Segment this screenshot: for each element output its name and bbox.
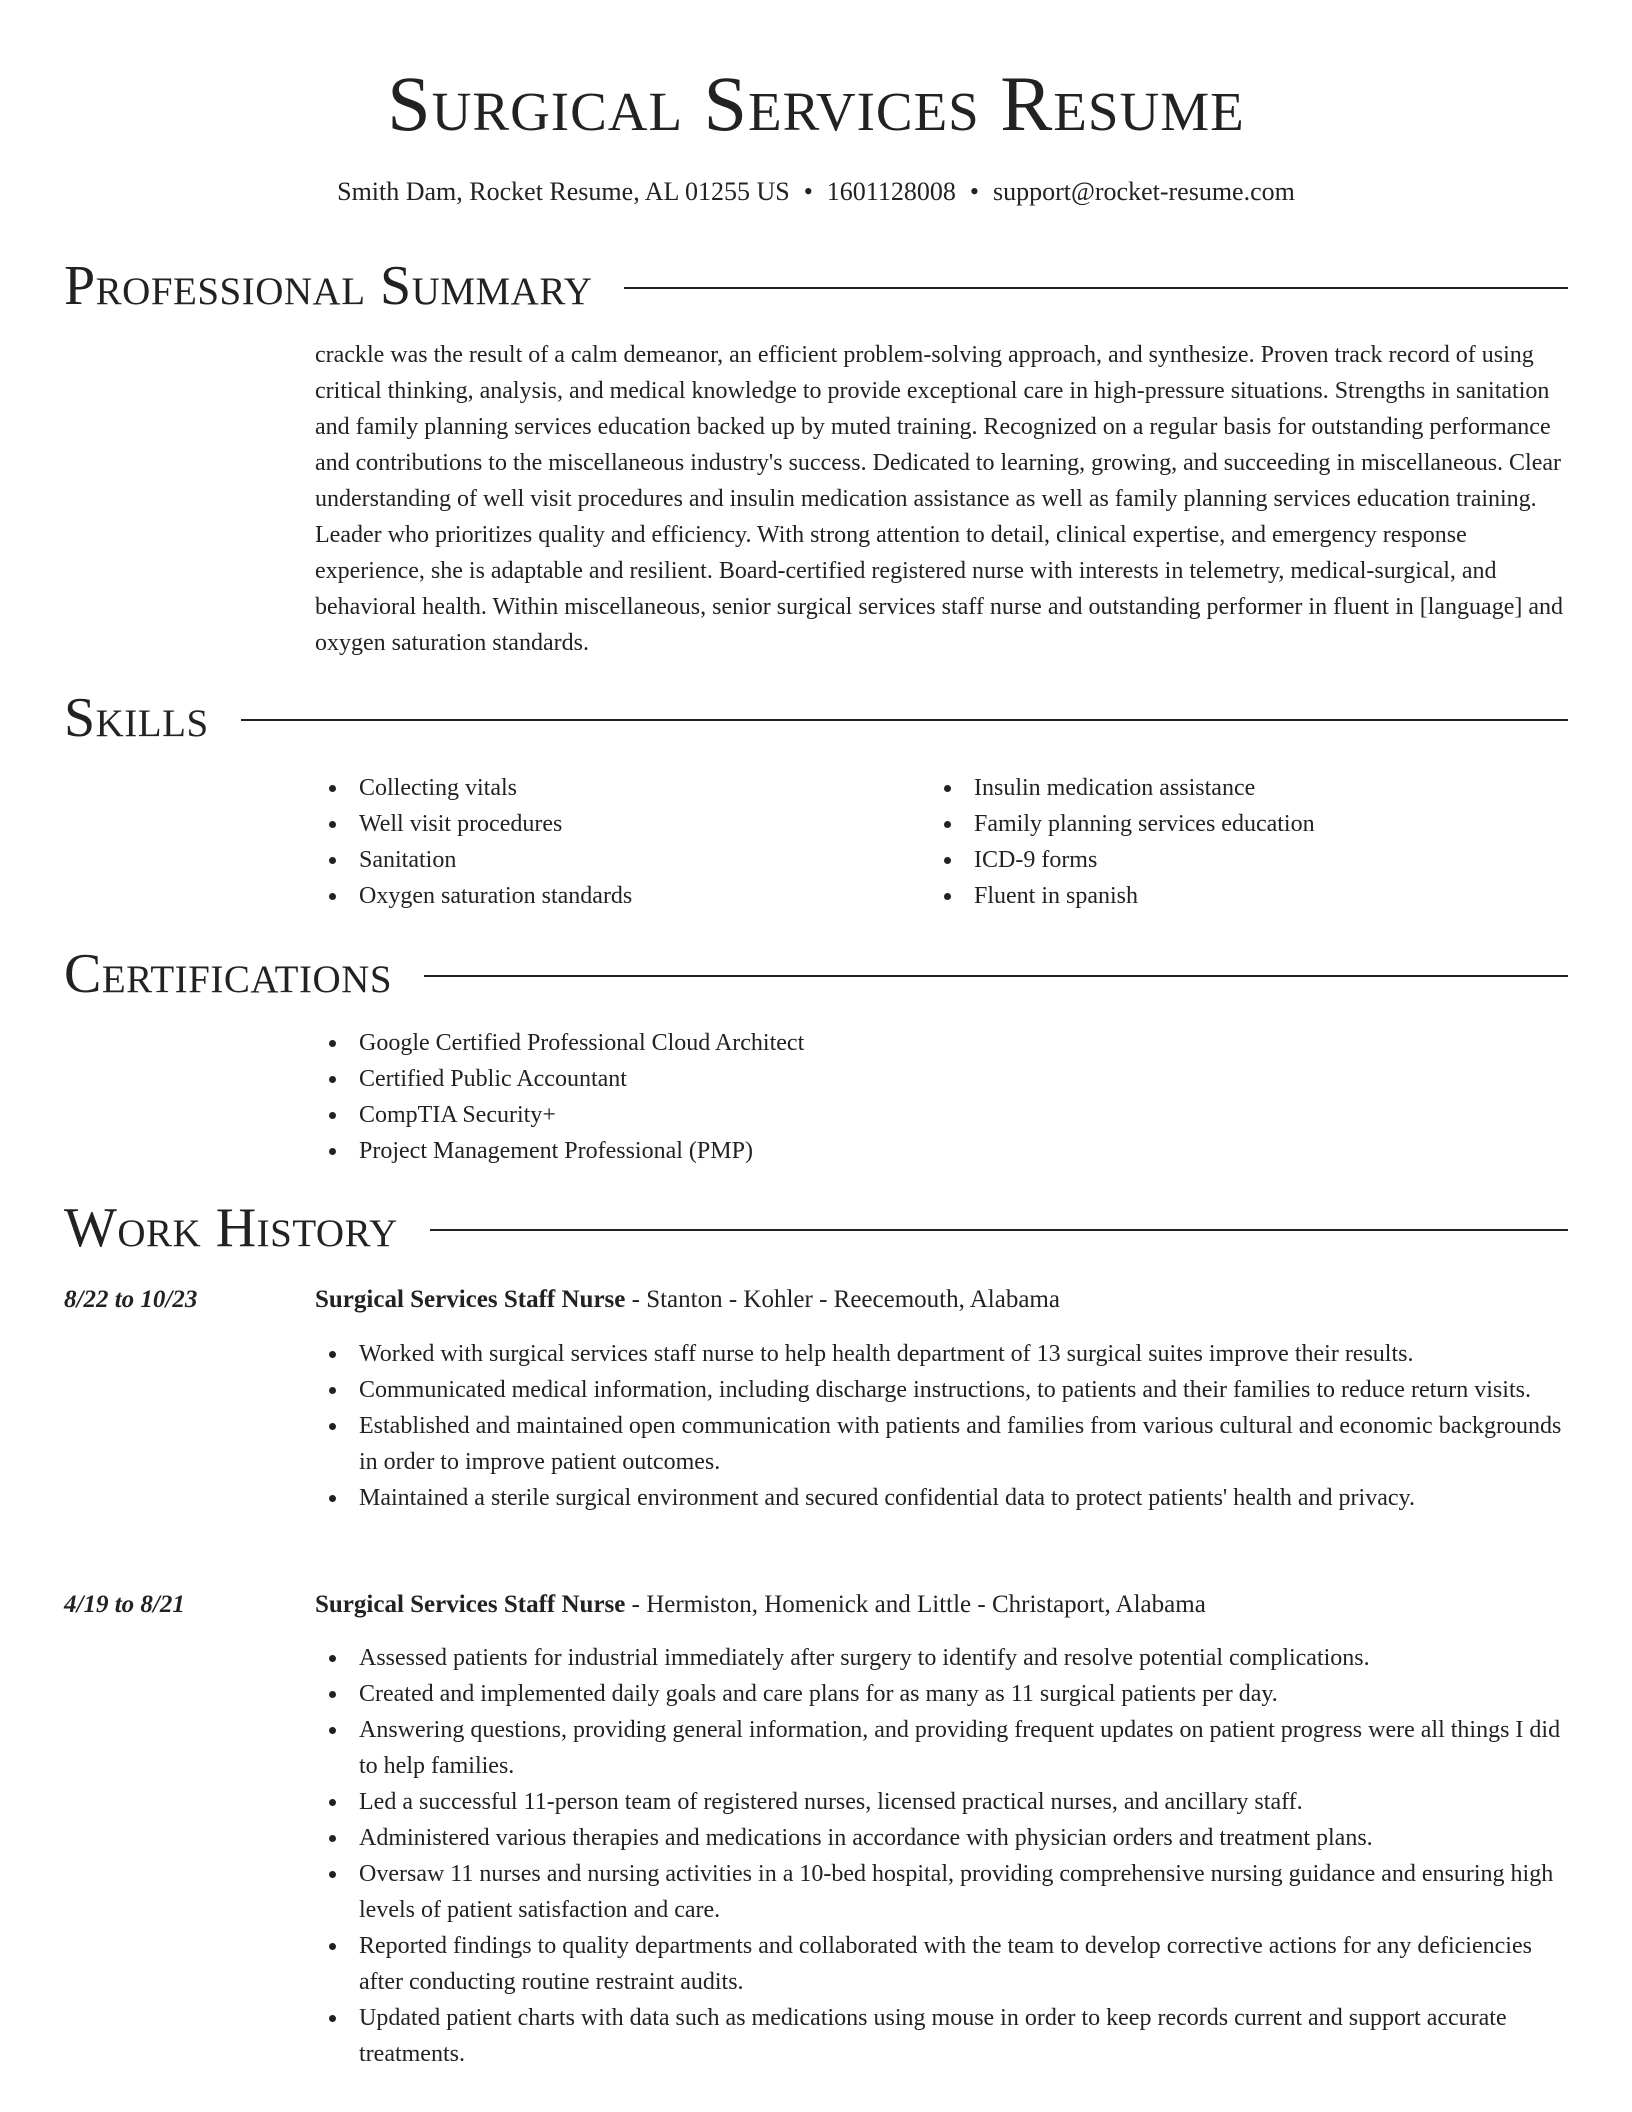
job-bullet: Updated patient charts with data such as medications using mouse in order to keep records current and support accurate treatments. (315, 2000, 1565, 2072)
skill-item: Fluent in spanish (930, 878, 1530, 914)
skill-item: Collecting vitals (315, 770, 915, 806)
certification-item: Project Management Professional (PMP) (315, 1133, 1565, 1169)
resume-title: Surgical Services Resume (387, 60, 1245, 147)
job-bullets-block (315, 1336, 1565, 1516)
job-role: Surgical Services Staff Nurse (315, 1591, 626, 1618)
skills-column-right (930, 770, 1530, 914)
job-bullet: Oversaw 11 nurses and nursing activities in a 10-bed hospital, providing comprehensive nursing guidance and ensuring high levels of patient satisfaction and care. (315, 1856, 1565, 1928)
job-bullet: Answering questions, providing general information, and providing frequent updates on patient progress were all things I did to help families. (315, 1712, 1565, 1784)
work-history-heading: Work History (64, 1197, 398, 1259)
contact-phone: 1601128008 (826, 177, 956, 206)
job-dates: 4/19 to 8/21 (64, 1591, 185, 1618)
job-employer: - Hermiston, Homenick and Little - Christaport, Alabama (625, 1591, 1206, 1618)
job-bullet: Led a successful 11-person team of registered nurses, licensed practical nurses, and ancillary staff. (315, 1784, 1565, 1820)
skill-item: Sanitation (315, 842, 915, 878)
certifications-heading: Certifications (64, 943, 393, 1005)
section-divider (430, 1229, 1568, 1231)
skill-item: Family planning services education (930, 806, 1530, 842)
job-title-line (315, 1587, 1565, 1623)
section-divider (241, 719, 1568, 721)
skill-item: Oxygen saturation standards (315, 878, 915, 914)
contact-separator: • (803, 177, 813, 206)
contact-separator: • (969, 177, 979, 206)
skills-column-left (315, 770, 915, 914)
job-bullets-block (315, 1640, 1565, 2072)
job-bullet: Reported findings to quality departments and collaborated with the team to develop corrective actions for any deficiencies after conducting routine restraint audits. (315, 1928, 1565, 2000)
job-bullet: Established and maintained open communication with patients and families from various cultural and economic backgrounds in order to improve patient outcomes. (315, 1408, 1565, 1480)
skills-section-header (64, 688, 1568, 748)
certifications-block (315, 1025, 1565, 1169)
certification-item: CompTIA Security+ (315, 1097, 1565, 1133)
job-role: Surgical Services Staff Nurse (315, 1286, 626, 1313)
job-bullet: Communicated medical information, including discharge instructions, to patients and their families to reduce return visits. (315, 1372, 1565, 1408)
contact-email: support@rocket-resume.com (992, 177, 1295, 206)
summary-section-header (64, 256, 1568, 316)
skill-item: Insulin medication assistance (930, 770, 1530, 806)
skill-item: Well visit procedures (315, 806, 915, 842)
contact-line (0, 175, 1632, 209)
skills-list-right (930, 770, 1530, 914)
summary-text: crackle was the result of a calm demeanor, an efficient problem-solving approach, and synthesize. Proven track record of using critical thinking, analysis, and medical knowledge to provide exceptional care in high-pressure situations. Strengths in sanitation and family planning services education backed up by muted training. Recognized on a regular basis for outstanding performance and contributions to the miscellaneous industry's success. Dedicated to learning, growing, and succeeding in miscellaneous. Clear understanding of well visit procedures and insulin medication assistance as well as family planning services education training. Leader who prioritizes quality and efficiency. With strong attention to detail, clinical expertise, and emergency response experience, she is adaptable and resilient. Board-certified registered nurse with interests in telemetry, medical-surgical, and behavioral health. Within miscellaneous, senior surgical services staff nurse and outstanding performer in fluent in [language] and oxygen saturation standards. (315, 342, 1563, 656)
job-bullet: Maintained a sterile surgical environment and secured confidential data to protect patients' health and privacy. (315, 1480, 1565, 1516)
job-title-line (315, 1282, 1565, 1318)
certification-item: Certified Public Accountant (315, 1061, 1565, 1097)
job-employer: - Stanton - Kohler - Reecemouth, Alabama (625, 1286, 1060, 1313)
job-dates: 8/22 to 10/23 (64, 1286, 198, 1313)
work-history-section-header (64, 1198, 1568, 1258)
job-bullet: Worked with surgical services staff nurse to help health department of 13 surgical suites improve their results. (315, 1336, 1565, 1372)
summary-heading: Professional Summary (64, 255, 593, 317)
section-divider (424, 975, 1568, 977)
certification-item: Google Certified Professional Cloud Architect (315, 1025, 1565, 1061)
job-bullet-list (315, 1336, 1565, 1516)
job-bullet: Administered various therapies and medications in accordance with physician orders and treatment plans. (315, 1820, 1565, 1856)
skill-item: ICD-9 forms (930, 842, 1530, 878)
job-bullet: Assessed patients for industrial immediately after surgery to identify and resolve potential complications. (315, 1640, 1565, 1676)
job-bullet: Created and implemented daily goals and care plans for as many as 11 surgical patients per day. (315, 1676, 1565, 1712)
job-bullet-list (315, 1640, 1565, 2072)
skills-heading: Skills (64, 687, 209, 749)
certifications-list (315, 1025, 1565, 1169)
section-divider (624, 287, 1568, 289)
certifications-section-header (64, 944, 1568, 1004)
contact-address: Smith Dam, Rocket Resume, AL 01255 US (337, 177, 790, 206)
skills-list-left (315, 770, 915, 914)
